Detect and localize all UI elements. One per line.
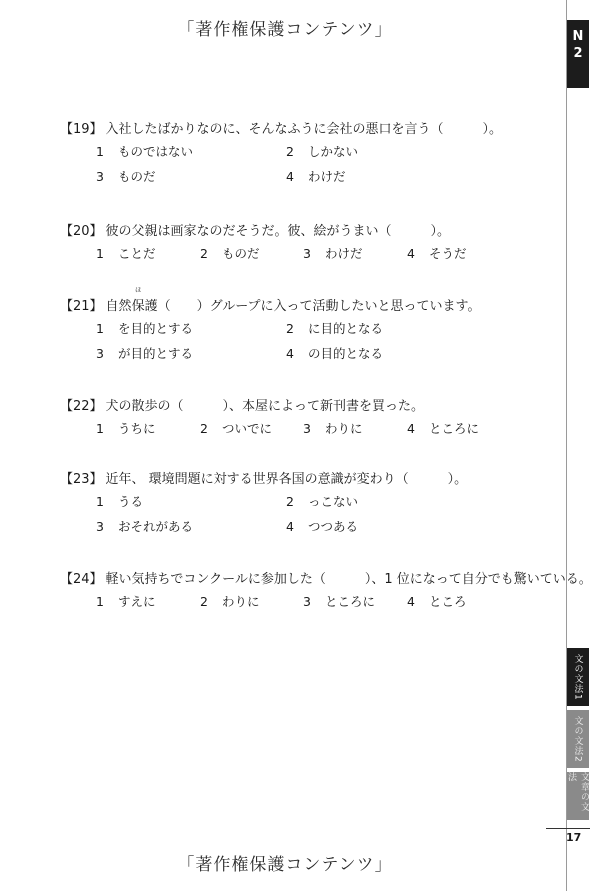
level-number: 2	[573, 46, 583, 61]
option[interactable]: 3 が目的とする	[96, 346, 194, 361]
question-text: 入社したばかりなのに、そんなふうに会社の悪口を言う（ ）。	[105, 122, 503, 137]
options-row	[60, 490, 467, 515]
question-number: 【20】	[60, 224, 103, 239]
option[interactable]: 4 わけだ	[286, 169, 346, 184]
option[interactable]: 2 っこない	[286, 494, 359, 509]
question-24	[60, 570, 592, 615]
question-23	[60, 470, 467, 540]
question-stem	[60, 397, 424, 417]
options-row	[60, 515, 467, 540]
option[interactable]: 1 うちに	[96, 421, 156, 436]
question-text: 護（ ）グループに入って活動したいと思っています。	[144, 299, 481, 314]
option[interactable]: 4 の目的となる	[286, 346, 384, 361]
question-number: 【23】	[60, 472, 103, 487]
option[interactable]: 4 ところ	[407, 594, 467, 609]
question-21	[60, 287, 481, 367]
option[interactable]: 1 を目的とする	[96, 321, 194, 336]
question-text: 彼の父親は画家なのだそうだ。彼、絵がうまい（ ）。	[105, 224, 451, 239]
question-19	[60, 120, 502, 190]
option[interactable]: 2 ついでに	[200, 421, 273, 436]
question-number: 【22】	[60, 399, 103, 414]
section-tab-active: 文の文法1	[567, 648, 589, 706]
page-number: 17	[566, 831, 582, 844]
question-text: 自然	[105, 299, 132, 314]
option[interactable]: 2 に目的となる	[286, 321, 384, 336]
option[interactable]: 4 ところに	[407, 421, 480, 436]
option[interactable]: 1 すえに	[96, 594, 156, 609]
question-number: 【19】	[60, 122, 103, 137]
option[interactable]: 1 うる	[96, 494, 144, 509]
options-row	[60, 242, 467, 267]
question-text: 軽い気持ちでコンクールに参加した（ ）、1 位になって自分でも驚いている。	[105, 572, 592, 587]
option[interactable]: 1 ものではない	[96, 144, 194, 159]
options-row	[60, 342, 481, 367]
options-row	[60, 140, 502, 165]
question-number: 【21】	[60, 299, 103, 314]
question-stem	[60, 287, 481, 317]
copyright-watermark-top: 「著作権保護コンテンツ」	[177, 20, 393, 40]
level-letter: N	[572, 29, 584, 44]
option[interactable]: 2 ものだ	[200, 246, 260, 261]
question-stem	[60, 570, 592, 590]
options-row	[60, 317, 481, 342]
question-stem	[60, 470, 467, 490]
question-stem	[60, 120, 502, 140]
option[interactable]: 2 しかない	[286, 144, 359, 159]
question-stem	[60, 222, 450, 242]
option[interactable]: 3 わけだ	[303, 246, 363, 261]
options-row	[60, 417, 480, 442]
question-number: 【24】	[60, 572, 103, 587]
option[interactable]: 3 ところに	[303, 594, 376, 609]
question-text: 犬の散歩の（ ）、本屋によって新刊書を買った。	[105, 399, 425, 414]
copyright-watermark-bottom: 「著作権保護コンテンツ」	[177, 855, 393, 875]
option[interactable]: 3 わりに	[303, 421, 363, 436]
options-row	[60, 165, 502, 190]
option[interactable]: 3 ものだ	[96, 169, 156, 184]
option[interactable]: 4 そうだ	[407, 246, 467, 261]
page-number-rule	[546, 828, 590, 829]
options-row	[60, 590, 592, 615]
option[interactable]: 1 ことだ	[96, 246, 156, 261]
option[interactable]: 2 わりに	[200, 594, 260, 609]
question-20	[60, 222, 467, 267]
section-tab: 文の文法2	[567, 710, 589, 768]
ruby-word: ほ 保	[131, 287, 145, 314]
question-22	[60, 397, 480, 442]
option[interactable]: 3 おそれがある	[96, 519, 194, 534]
furigana: ほ	[135, 287, 142, 294]
level-tab	[567, 20, 589, 88]
question-text: 近年、 環境問題に対する世界各国の意識が変わり（ ）。	[105, 472, 468, 487]
option[interactable]: 4 つつある	[286, 519, 359, 534]
section-tab: 文章の文法	[567, 772, 589, 820]
